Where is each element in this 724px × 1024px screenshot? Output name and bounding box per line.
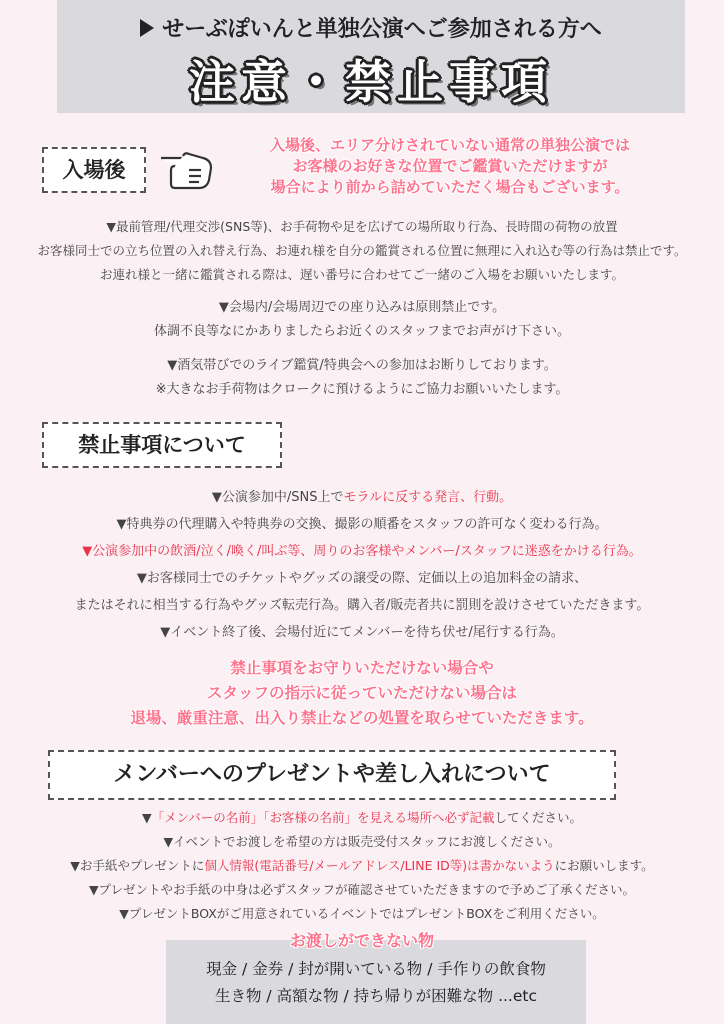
entry-heading xyxy=(42,147,146,193)
prohibited-line-highlight: モラルに反する発言、行動。 xyxy=(343,490,513,505)
gifts-line-text: してください。 xyxy=(494,810,583,825)
pointing-hand-icon xyxy=(155,140,217,192)
warning-line: スタッフの指示に従っていただけない場合は xyxy=(206,684,517,702)
entry-note xyxy=(210,135,690,198)
page-header xyxy=(57,0,685,113)
page-title: 注意・禁止事項 xyxy=(189,55,553,109)
paragraph-line: ※大きなお手荷物はクロークに預けるようにご協力お願いいたします。 xyxy=(155,382,569,397)
play-triangle-icon xyxy=(140,19,154,37)
page-subtitle xyxy=(57,12,685,43)
not-accepted-list xyxy=(166,956,586,1010)
gifts-line-highlight: 個人情報(電話番号/メールアドレス/LINE ID等)は書かないよう xyxy=(204,858,555,873)
paragraph-line: ▼会場内/会場周辺での座り込みは原則禁止です。 xyxy=(218,300,506,315)
subtitle-text: せーぶぽいんと単独公演へご参加される方へ xyxy=(162,17,602,42)
not-accepted-line: 現金 / 金券 / 封が開いている物 / 手作りの飲食物 xyxy=(206,960,546,978)
gifts-line: ▼プレゼントBOXがご用意されているイベントではプレゼントBOXをご利用ください。 xyxy=(119,906,605,921)
prohibited-warning xyxy=(62,656,662,731)
prohibited-heading xyxy=(42,422,282,468)
prohibited-heading-text: 禁止事項について xyxy=(78,433,246,457)
gifts-line-text: ▼ xyxy=(141,810,152,825)
warning-line: 退場、厳重注意、出入り禁止などの処置を取らせていただきます。 xyxy=(130,709,594,727)
not-accepted-title: お渡しができない物 xyxy=(289,931,434,950)
warning-line: 禁止事項をお守りいただけない場合や xyxy=(230,659,494,677)
gifts-line-highlight: 「メンバーの名前」「お客様の名前」を見える場所へ必ず記載 xyxy=(151,810,495,825)
entry-paragraph xyxy=(0,215,724,287)
gifts-heading-text: メンバーへのプレゼントや差し入れについて xyxy=(113,762,551,787)
entry-heading-text: 入場後 xyxy=(62,158,126,182)
gifts-line-text: にお願いします。 xyxy=(554,858,654,873)
entry-note-line: 入場後、エリア分けされていない通常の単独公演では xyxy=(269,136,630,154)
paragraph-line: ▼最前管理/代理交渉(SNS等)、お手荷物や足を広げての場所取り行為、長時間の荷物の放置 xyxy=(106,219,618,234)
gifts-line: ▼プレゼントやお手紙の中身は必ずスタッフが確認させていただきますので予めご了承ください。 xyxy=(88,882,636,897)
not-accepted-line: 生き物 / 高額な物 / 持ち帰りが困難な物 ...etc xyxy=(215,987,537,1005)
prohibited-line: またはそれに相当する行為やグッズ転売行為。購入者/販売者共に罰則を設けさせていただきます。 xyxy=(74,598,650,613)
entry-note-line: お客様のお好きな位置でご鑑賞いただけますが xyxy=(292,157,608,175)
gifts-list xyxy=(0,806,724,926)
paragraph-line: お客様同士での立ち位置の入れ替え行為、お連れ様を自分の鑑賞される位置に無理に入れ込む等の行為は禁止です。 xyxy=(37,243,687,258)
entry-note-line: 場合により前から詰めていただく場合もございます。 xyxy=(270,178,630,196)
prohibited-list xyxy=(0,484,724,646)
prohibited-line xyxy=(0,484,724,511)
prohibited-line: ▼お客様同士でのチケットやグッズの譲受の際、定価以上の追加料金の請求、 xyxy=(136,571,588,586)
gifts-heading xyxy=(48,750,616,800)
prohibited-line: ▼イベント終了後、会場付近にてメンバーを待ち伏せ/尾行する行為。 xyxy=(160,625,564,640)
gifts-line-text: ▼お手紙やプレゼントに xyxy=(70,858,205,873)
entry-paragraph xyxy=(0,296,724,344)
gifts-line xyxy=(0,854,724,878)
prohibited-line-text: ▼公演参加中/SNS上で xyxy=(211,490,344,505)
prohibited-line-highlight: ▼公演参加中の飲酒/泣く/喚く/叫ぶ等、周りのお客様やメンバー/スタッフに迷惑をかける行為。 xyxy=(82,544,642,559)
paragraph-line: お連れ様と一緒に鑑賞される際は、遅い番号に合わせてご一緒のご入場をお願いいたします。 xyxy=(99,267,624,282)
paragraph-line: 体調不良等なにかありましたらお近くのスタッフまでお声がけ下さい。 xyxy=(153,324,570,339)
entry-paragraph xyxy=(0,354,724,402)
prohibited-line: ▼特典券の代理購入や特典券の交換、撮影の順番をスタッフの許可なく変わる行為。 xyxy=(116,517,608,532)
gifts-line xyxy=(0,806,724,830)
paragraph-line: ▼酒気帯びでのライブ鑑賞/特典会への参加はお断りしております。 xyxy=(167,358,557,373)
gifts-line: ▼イベントでお渡しを希望の方は販売受付スタッフにお渡しください。 xyxy=(163,834,561,849)
